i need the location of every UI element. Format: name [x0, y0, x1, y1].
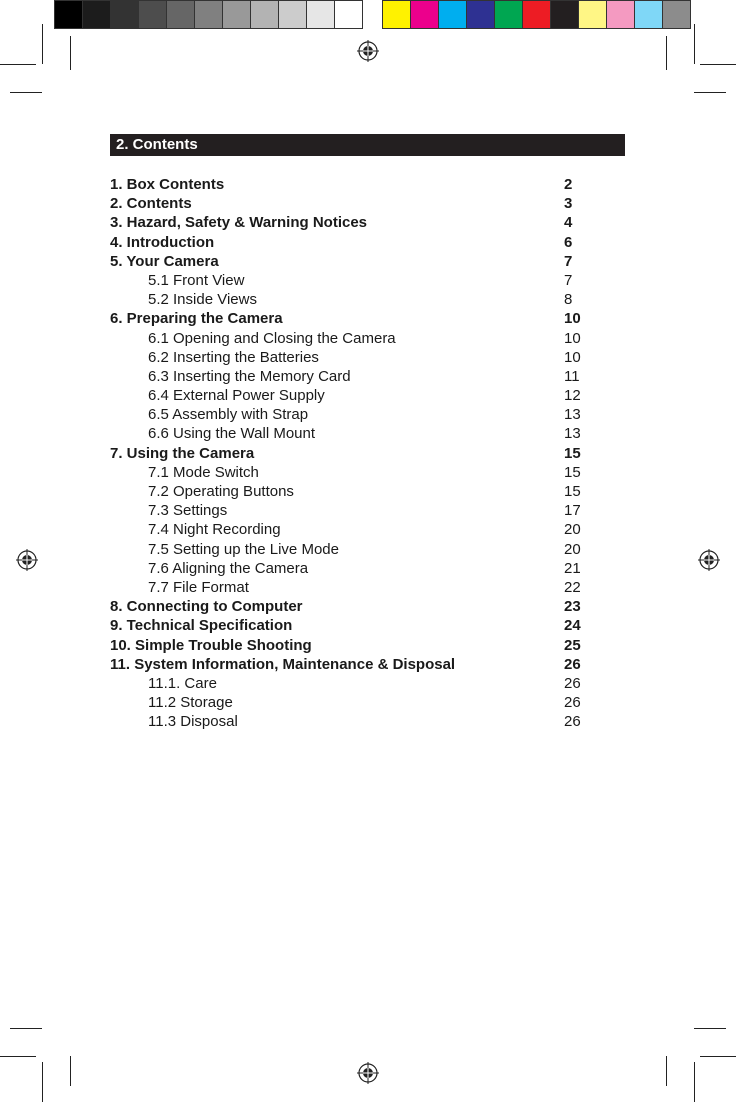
color-swatch	[523, 1, 551, 28]
toc-entry-page: 4	[564, 214, 573, 232]
crop-mark	[694, 24, 695, 64]
toc-entry-page: 10	[564, 348, 581, 366]
toc-entry[interactable]	[110, 636, 590, 655]
color-swatch	[335, 1, 362, 28]
toc-entry[interactable]	[110, 290, 590, 309]
color-swatch	[467, 1, 495, 28]
toc-entry-page: 3	[564, 195, 573, 213]
toc-entry-page: 15	[564, 463, 581, 481]
toc-entry-page: 10	[564, 329, 581, 347]
toc-entry[interactable]	[110, 386, 590, 405]
toc-entry-page: 13	[564, 406, 581, 424]
table-of-contents	[110, 175, 590, 731]
toc-entry-title: 6.4 External Power Supply	[148, 387, 325, 405]
color-swatch	[635, 1, 663, 28]
color-swatch	[551, 1, 579, 28]
toc-entry[interactable]	[110, 309, 590, 328]
crop-mark	[0, 1056, 36, 1057]
toc-entry[interactable]	[110, 252, 590, 271]
crop-mark	[42, 1062, 43, 1102]
section-header: 2. Contents	[110, 134, 625, 156]
toc-entry-page: 6	[564, 233, 573, 251]
toc-entry-title: 6.3 Inserting the Memory Card	[148, 367, 351, 385]
toc-entry-page: 20	[564, 540, 581, 558]
color-swatch	[411, 1, 439, 28]
registration-mark-icon	[357, 1062, 379, 1084]
crop-mark	[70, 36, 71, 70]
toc-entry-page: 21	[564, 559, 581, 577]
toc-entry-title: 6.1 Opening and Closing the Camera	[148, 329, 396, 347]
toc-entry-title: 5.1 Front View	[148, 271, 245, 289]
crop-mark	[700, 64, 736, 65]
toc-entry[interactable]	[110, 616, 590, 635]
color-swatch	[439, 1, 467, 28]
toc-entry-title: 7. Using the Camera	[110, 444, 255, 462]
crop-mark	[700, 1056, 736, 1057]
toc-entry[interactable]	[110, 348, 590, 367]
color-swatch	[195, 1, 223, 28]
toc-entry-page: 22	[564, 578, 581, 596]
toc-entry[interactable]	[110, 175, 590, 194]
color-swatch	[607, 1, 635, 28]
crop-mark	[0, 64, 36, 65]
color-swatch	[307, 1, 335, 28]
toc-entry-page: 26	[564, 713, 581, 731]
toc-entry[interactable]	[110, 367, 590, 386]
toc-entry[interactable]	[110, 463, 590, 482]
color-swatch	[579, 1, 607, 28]
toc-entry[interactable]	[110, 405, 590, 424]
toc-entry[interactable]	[110, 578, 590, 597]
toc-entry-page: 17	[564, 502, 581, 520]
toc-entry[interactable]	[110, 712, 590, 731]
toc-entry[interactable]	[110, 482, 590, 501]
toc-entry-title: 11.3 Disposal	[148, 713, 238, 731]
toc-entry[interactable]	[110, 559, 590, 578]
toc-entry-title: 4. Introduction	[110, 233, 215, 251]
toc-entry-page: 11	[564, 367, 580, 385]
toc-entry-title: 1. Box Contents	[110, 176, 225, 193]
color-swatch	[111, 1, 139, 28]
toc-entry[interactable]	[110, 194, 590, 213]
toc-entry-page: 10	[564, 310, 581, 328]
color-swatch	[251, 1, 279, 28]
crop-mark	[666, 1056, 667, 1086]
toc-entry-title: 11. System Information, Maintenance & Disposal	[110, 655, 456, 673]
toc-entry-title: 7.4 Night Recording	[148, 521, 281, 539]
toc-entry-title: 5. Your Camera	[110, 252, 219, 270]
color-calibration-bar	[54, 0, 691, 29]
toc-entry-page: 26	[564, 694, 581, 712]
toc-entry[interactable]	[110, 271, 590, 290]
toc-entry[interactable]	[110, 329, 590, 348]
color-swatch	[223, 1, 251, 28]
toc-entry-title: 5.2 Inside Views	[148, 291, 257, 309]
toc-entry[interactable]	[110, 693, 590, 712]
toc-entry-title: 7.5 Setting up the Live Mode	[148, 540, 339, 558]
toc-entry[interactable]	[110, 674, 590, 693]
toc-entry-title: 6.5 Assembly with Strap	[148, 406, 309, 424]
toc-entry-title: 6.6 Using the Wall Mount	[148, 425, 316, 443]
grayscale-swatches	[54, 0, 363, 29]
toc-entry-title: 7.2 Operating Buttons	[148, 483, 294, 500]
toc-entry-page: 25	[564, 636, 581, 654]
toc-entry-title: 2. Contents	[110, 195, 192, 213]
toc-entry-title: 7.6 Aligning the Camera	[148, 559, 309, 577]
toc-entry[interactable]	[110, 424, 590, 443]
toc-entry-page: 15	[564, 444, 581, 462]
color-swatch	[139, 1, 167, 28]
crop-mark	[694, 1028, 726, 1029]
crop-mark	[10, 92, 42, 93]
color-swatch	[663, 1, 690, 28]
registration-mark-icon	[16, 549, 38, 571]
toc-entry[interactable]	[110, 444, 590, 463]
toc-entry[interactable]	[110, 213, 590, 232]
toc-entry-page: 20	[564, 521, 581, 539]
toc-entry-title: 6.2 Inserting the Batteries	[148, 348, 319, 366]
toc-entry-page: 7	[564, 252, 573, 270]
toc-entry-title: 6. Preparing the Camera	[110, 310, 283, 328]
color-swatch	[279, 1, 307, 28]
toc-entry-page: 12	[564, 387, 581, 405]
color-swatch	[495, 1, 523, 28]
toc-entry[interactable]	[110, 597, 590, 616]
crop-mark	[666, 36, 667, 70]
toc-entry-title: 11.1. Care	[148, 674, 217, 692]
registration-mark-icon	[698, 549, 720, 571]
toc-entry-page: 26	[564, 655, 581, 673]
toc-entry-title: 7.3 Settings	[148, 502, 228, 520]
crop-mark	[42, 24, 43, 64]
toc-entry-title: 8. Connecting to Computer	[110, 598, 303, 616]
toc-entry-title: 3. Hazard, Safety & Warning Notices	[110, 214, 368, 232]
crop-mark	[694, 92, 726, 93]
toc-entry-page: 2	[564, 176, 573, 193]
color-swatch	[383, 1, 411, 28]
color-swatches	[382, 0, 691, 29]
registration-mark-icon	[357, 40, 379, 62]
toc-entry-page: 26	[564, 674, 581, 692]
toc-entry[interactable]	[110, 501, 590, 520]
crop-mark	[694, 1062, 695, 1102]
toc-entry-page: 7	[564, 271, 573, 289]
toc-entry[interactable]	[110, 540, 590, 559]
color-swatch	[55, 1, 83, 28]
crop-mark	[70, 1056, 71, 1086]
toc-entry-page: 13	[564, 425, 581, 443]
crop-mark	[10, 1028, 42, 1029]
toc-entry[interactable]	[110, 655, 590, 674]
toc-entry-page: 15	[564, 483, 581, 500]
toc-entry-page: 24	[564, 617, 581, 635]
toc-entry-title: 7.7 File Format	[148, 578, 249, 596]
color-swatch	[167, 1, 195, 28]
toc-entry-page: 8	[564, 291, 573, 309]
toc-entry-title: 10. Simple Trouble Shooting	[110, 636, 312, 654]
toc-entry[interactable]	[110, 233, 590, 252]
toc-entry-title: 9. Technical Specification	[110, 617, 293, 635]
toc-entry[interactable]	[110, 520, 590, 539]
toc-entry-title: 11.2 Storage	[148, 694, 233, 712]
toc-entry-page: 23	[564, 598, 581, 616]
toc-entry-title: 7.1 Mode Switch	[148, 463, 259, 481]
color-swatch	[83, 1, 111, 28]
